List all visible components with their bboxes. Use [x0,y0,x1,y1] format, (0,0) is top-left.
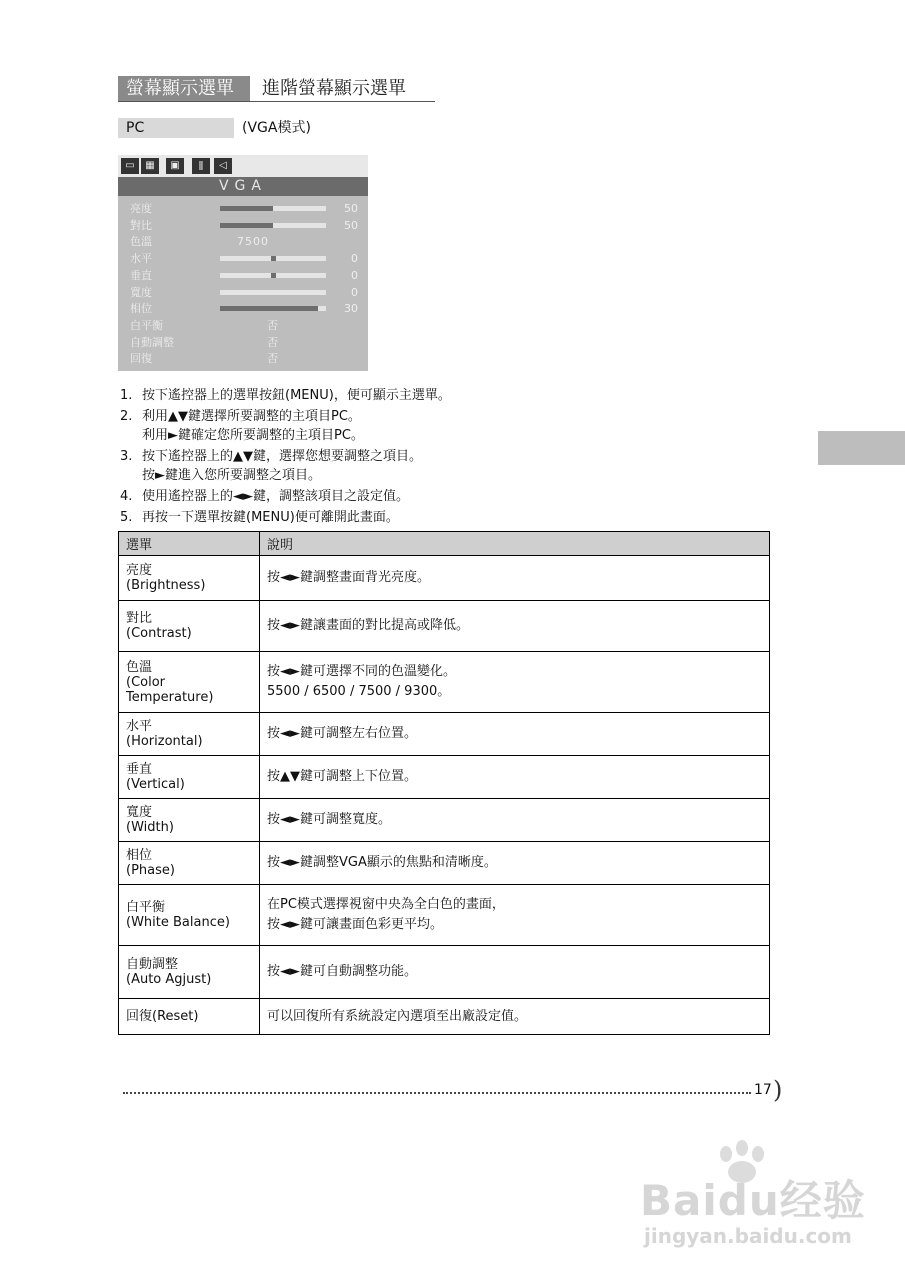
table-row [119,885,770,946]
menu-item-name: 對比 [126,611,153,626]
menu-item-name: 相位 [126,848,153,863]
step-number: 5. [120,510,133,525]
description-line: 按◄►鍵讓畫面的對比提高或降低。 [267,618,469,633]
description-line: 按◄►鍵可自動調整功能。 [267,964,417,979]
description-line: 按◄►鍵調整畫面背光亮度。 [267,570,430,585]
instruction-steps [120,386,780,527]
menu-item-name: 白平衡 [126,900,166,915]
step-item [120,386,780,405]
menu-item-cell [119,556,260,601]
osd-row-label: 垂直 [130,268,152,282]
menu-item-name: 水平 [126,719,153,734]
menu-item-cell [119,885,260,946]
osd-row-value: 7500 [237,235,269,249]
step-subtext: 利用►鍵確定您所要調整的主項目PC。 [142,428,364,443]
description-line: 按◄►鍵可選擇不同的色溫變化。 [267,664,456,679]
osd-row-value: 50 [344,218,358,232]
sound-icon: ◁ [214,158,232,174]
watermark-url: jingyan.baidu.com [644,1224,852,1248]
table-row [119,556,770,601]
osd-row-value: 否 [267,335,279,349]
osd-title: VGA [118,177,368,196]
watermark [640,1140,880,1250]
step-item [120,447,780,485]
table-row [119,601,770,652]
menu-item-english: (White Balance) [126,915,230,930]
description-cell [260,999,770,1035]
osd-slider-fill [220,206,273,211]
osd-row-value: 0 [351,252,358,266]
osd-row-value: 否 [267,352,279,366]
description-line: 按▲▼鍵可調整上下位置。 [267,769,417,784]
menu-item-english: (Horizontal) [126,734,203,749]
osd-row [118,300,368,317]
osd-row [118,334,368,351]
osd-row-value: 30 [344,302,358,316]
osd-row-label: 自動調整 [130,335,174,349]
table-row [119,713,770,756]
menu-item-cell [119,601,260,652]
footer-dotted-rule [123,1092,751,1094]
osd-row-value: 0 [351,268,358,282]
menu-item-cell [119,713,260,756]
osd-row [118,284,368,301]
step-number: 3. [120,449,133,464]
step-number: 2. [120,409,133,424]
osd-row-label: 白平衡 [130,318,163,332]
menu-item-cell [119,652,260,713]
step-subtext: 按►鍵進入您所要調整之項目。 [142,468,321,483]
osd-row-label: 亮度 [130,202,152,215]
watermark-brand: Baidu经验 [640,1176,866,1225]
step-text: 利用▲▼鍵選擇所要調整的主項目PC。 [142,409,361,424]
description-line: 按◄►鍵可調整寬度。 [267,812,391,827]
menu-item-english: (Vertical) [126,777,185,792]
osd-row [118,267,368,284]
menu-item-english: (Width) [126,820,174,835]
table-row [119,842,770,885]
osd-row [118,317,368,334]
menu-item-english: (Phase) [126,863,175,878]
page-number: 17 [754,1082,772,1098]
osd-row-label: 相位 [130,302,152,316]
description-cell [260,556,770,601]
description-cell [260,799,770,842]
menu-item-cell [119,999,260,1035]
menu-table [118,531,770,1035]
table-row [119,799,770,842]
osd-slider [220,256,326,261]
pc-icon: ▣ [166,158,184,174]
menu-item-english: (Brightness) [126,578,206,593]
description-cell [260,756,770,799]
menu-item-english: (Auto Agjust) [126,972,212,987]
setup-icon: ǁ [192,158,210,174]
menu-item-name: 寬度 [126,805,153,820]
osd-icon-bar [118,155,368,177]
menu-item-english: (Contrast) [126,626,192,641]
description-cell [260,842,770,885]
section-label: PC [118,118,234,138]
table-row [119,652,770,713]
osd-row [118,350,368,367]
source-icon: ▦ [141,158,159,174]
step-number: 4. [120,489,133,504]
menu-item-english: (Color Temperature) [126,674,214,705]
osd-row-label: 色溫 [130,235,152,249]
osd-slider [220,273,326,278]
description-cell [260,713,770,756]
step-number: 1. [120,388,133,403]
menu-item-name: 亮度 [126,563,153,578]
osd-row-label: 寬度 [130,285,152,299]
menu-item-name: 回復(Reset) [126,1009,199,1024]
header-underline [118,101,435,102]
page-bracket: ) [773,1076,783,1104]
menu-item-cell [119,842,260,885]
osd-slider [220,223,326,228]
menu-item-name: 色溫 [126,659,153,675]
step-item [120,407,780,445]
description-cell [260,885,770,946]
description-cell [260,601,770,652]
osd-slider-fill [220,223,273,228]
table-header-menu: 選單 [119,532,260,556]
description-line: 5500 / 6500 / 7500 / 9300。 [267,684,451,699]
table-header-row [119,532,770,556]
osd-row-label: 回復 [130,352,152,366]
description-line: 可以回復所有系統設定內選項至出廠設定值。 [267,1008,528,1024]
picture-icon: ▭ [121,158,139,174]
menu-item-name: 自動調整 [126,957,179,972]
menu-item-cell [119,799,260,842]
chapter-side-tab [818,431,905,465]
description-line: 在PC模式選擇視窗中央為全白色的畫面， [267,897,505,912]
osd-row [118,217,368,234]
osd-row-value: 否 [267,318,279,332]
step-text: 再按一下選單按鍵(MENU)便可離開此畫面。 [142,510,399,525]
osd-row-label: 水平 [130,252,152,266]
osd-row-value: 50 [344,202,358,215]
page-title: 進階螢幕顯示選單 [262,78,406,99]
header-tab: 螢幕顯示選單 [118,76,250,102]
section-mode: (VGA模式) [242,120,311,136]
step-text: 按下遙控器上的選單按鈕(MENU)，便可顯示主選單。 [142,388,451,403]
osd-slider [220,306,326,311]
table-row [119,999,770,1035]
description-cell [260,946,770,999]
osd-slider-tick [271,273,276,278]
osd-slider-tick [271,256,276,261]
menu-item-cell [119,946,260,999]
table-header-description: 說明 [260,532,770,556]
osd-row-value: 0 [351,285,358,299]
step-item [120,508,780,527]
description-line: 按◄►鍵可調整左右位置。 [267,726,417,741]
osd-row-label: 對比 [130,218,152,232]
osd-slider [220,290,326,295]
step-text: 使用遙控器上的◄►鍵，調整該項目之設定值。 [142,489,409,504]
menu-item-name: 垂直 [126,762,153,777]
osd-slider [220,206,326,211]
osd-row [118,250,368,267]
osd-menu [118,155,368,371]
osd-row [118,200,368,217]
description-line: 按◄►鍵調整VGA顯示的焦點和清晰度。 [267,855,497,870]
description-cell [260,652,770,713]
table-row [119,946,770,999]
osd-row [118,233,368,250]
osd-slider-fill [220,306,318,311]
menu-item-cell [119,756,260,799]
step-text: 按下遙控器上的▲▼鍵，選擇您想要調整之項目。 [142,449,422,464]
description-line: 按◄►鍵可讓畫面色彩更平均。 [267,917,443,932]
table-row [119,756,770,799]
step-item [120,487,780,506]
